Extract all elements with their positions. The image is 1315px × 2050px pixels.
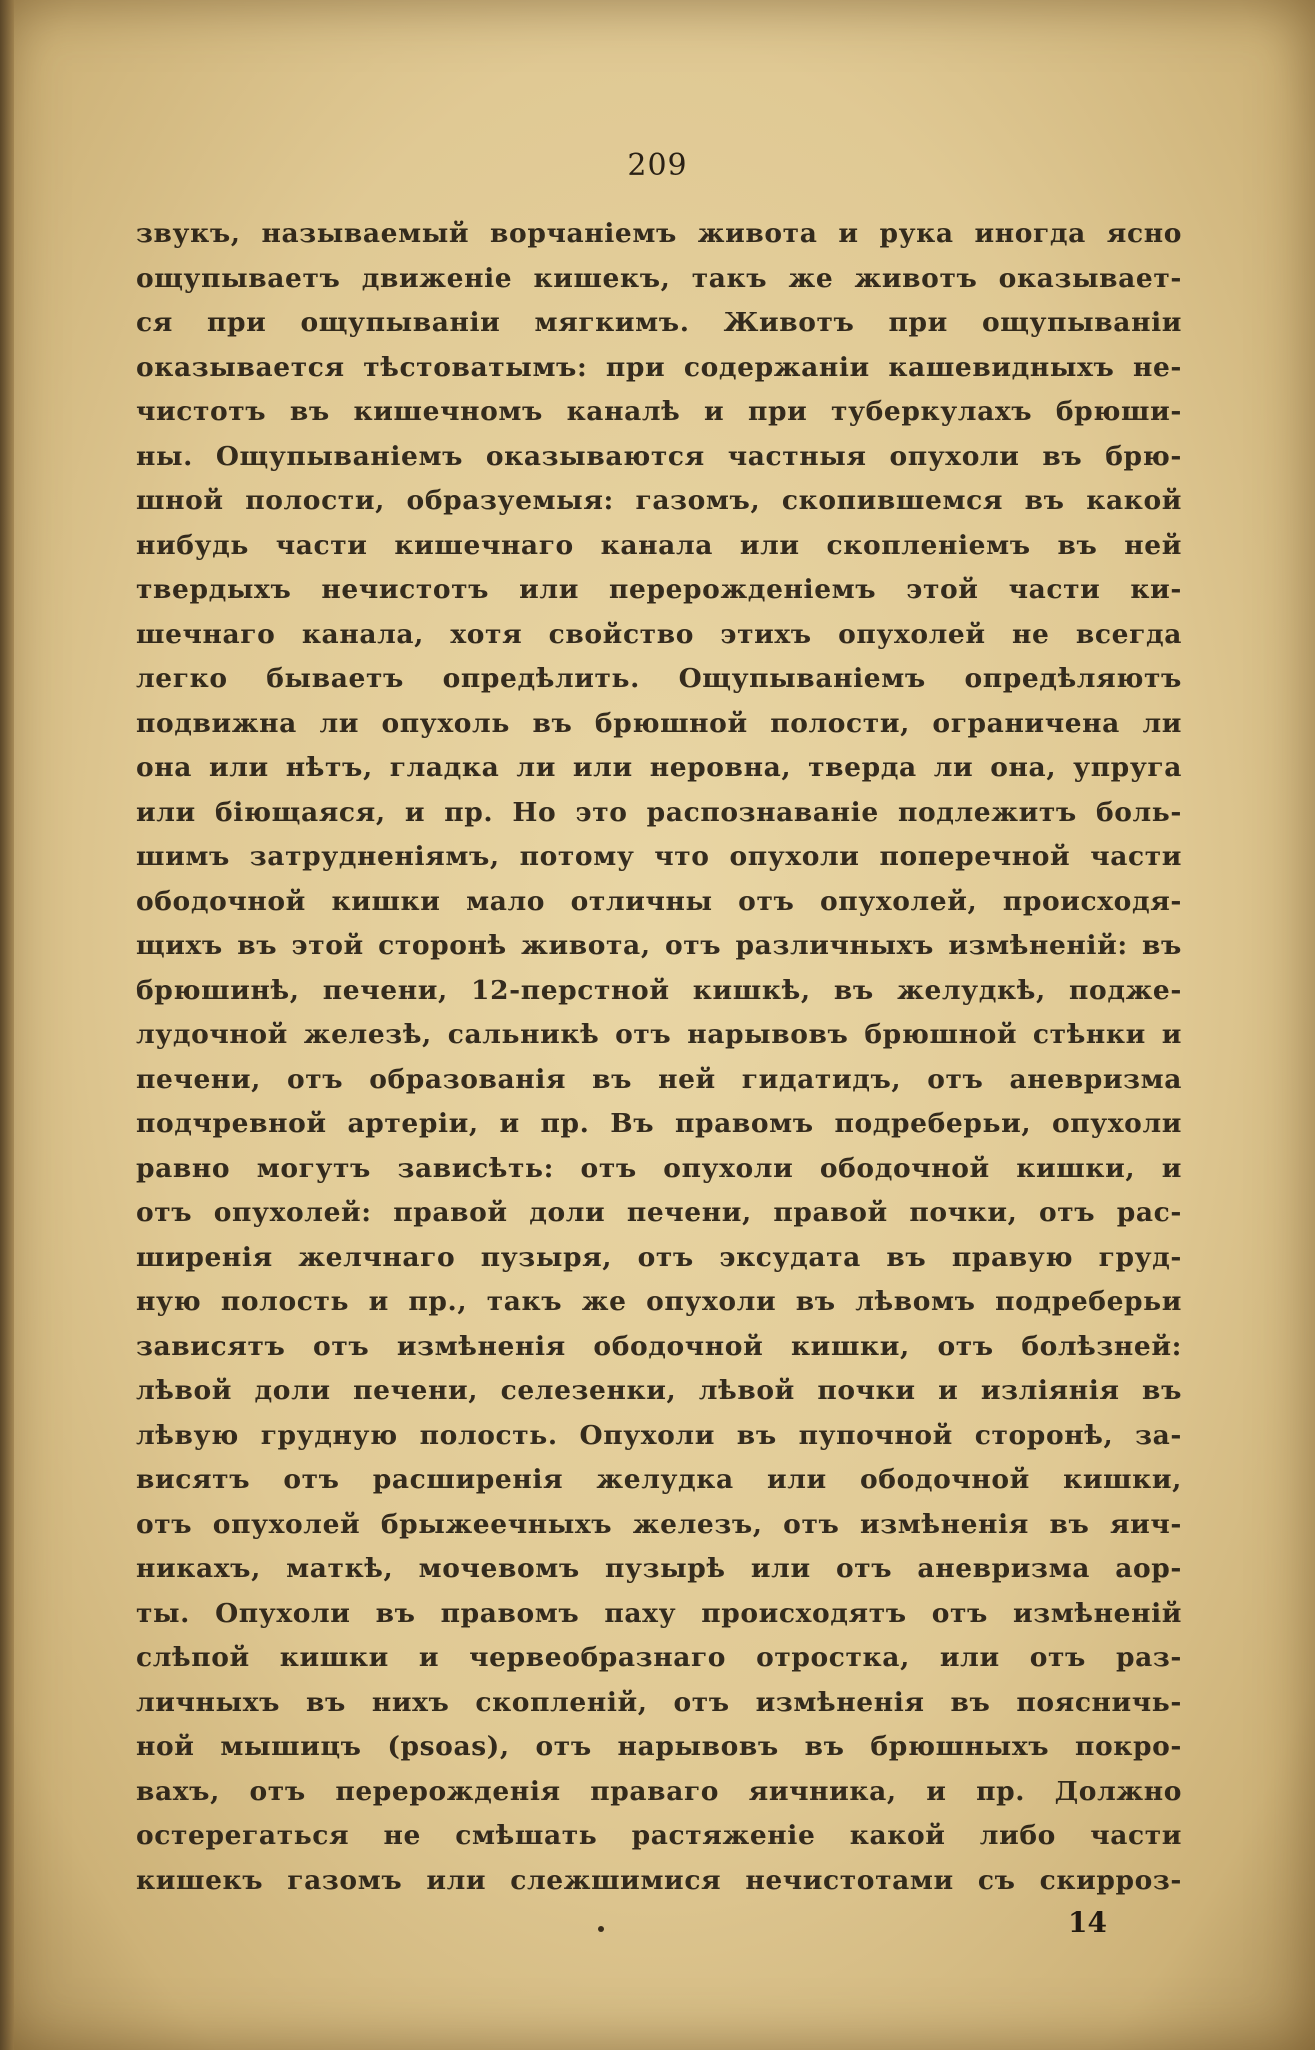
text-line: шной полости, образуемыя: газомъ, скопившемся въ какой <box>136 485 1182 516</box>
text-line: лѣвой доли печени, селезенки, лѣвой почки и изліянія въ <box>136 1375 1182 1406</box>
text-line: лѣвую грудную полость. Опухоли въ пупочной сторонѣ, за- <box>136 1419 1182 1451</box>
text-line: шимъ затрудненіямъ, потому что опухоли поперечной части <box>136 841 1182 872</box>
text-line: личныхъ въ нихъ скопленій, отъ измѣненія въ поясничь- <box>136 1686 1182 1718</box>
text-line: отъ опухолей брыжеечныхъ железъ, отъ измѣненія въ яич- <box>136 1508 1182 1540</box>
text-line: печени, отъ образованія въ ней гидатидъ, отъ аневризма <box>136 1063 1182 1095</box>
text-line: она или нѣтъ, гладка ли или неровна, тверда ли она, упруга <box>136 752 1182 783</box>
text-line: чистотъ въ кишечномъ каналѣ и при туберкулахъ брюши- <box>136 396 1182 427</box>
text-line: ощупываетъ движеніе кишекъ, такъ же животъ оказывает- <box>136 262 1182 294</box>
text-line: легко бываетъ опредѣлить. Ощупываніемъ опредѣляютъ <box>136 663 1182 694</box>
text-line: кишекъ газомъ или слежшимися нечистотами съ скирроз- <box>136 1864 1182 1896</box>
text-line: ся при ощупываніи мягкимъ. Животъ при ощупываніи <box>136 307 1182 338</box>
text-line: лудочной железѣ, сальникѣ отъ нарывовъ брюшной стѣнки и <box>136 1019 1182 1050</box>
text-line: равно могутъ зависѣть: отъ опухоли ободочной кишки, и <box>136 1152 1182 1184</box>
text-line: ширенія желчнаго пузыря, отъ эксудата въ правую груд- <box>136 1241 1182 1273</box>
page-number: 209 <box>627 148 688 183</box>
signature-mark: 14 <box>1068 1906 1107 1939</box>
text-line: или біющаяся, и пр. Но это распознаваніе подлежитъ боль- <box>136 796 1182 828</box>
text-line: никахъ, маткѣ, мочевомъ пузырѣ или отъ аневризма аор- <box>136 1553 1182 1584</box>
text-line: отъ опухолей: правой доли печени, правой почки, отъ рас- <box>136 1197 1182 1228</box>
text-line: подвижна ли опухоль въ брюшной полости, ограничена ли <box>136 707 1182 739</box>
text-line: подчревной артеріи, и пр. Въ правомъ подреберьи, опухоли <box>136 1108 1182 1139</box>
text-line: щихъ въ этой сторонѣ живота, отъ различныхъ измѣненій: въ <box>136 930 1182 961</box>
text-line: ную полость и пр., такъ же опухоли въ лѣвомъ подреберьи <box>136 1286 1182 1317</box>
text-line: вахъ, отъ перерожденія праваго яичника, и пр. Должно <box>136 1775 1182 1807</box>
text-line: шечнаго канала, хотя свойство этихъ опухолей не всегда <box>136 618 1182 650</box>
text-line: брюшинѣ, печени, 12-перстной кишкѣ, въ желудкѣ, подже- <box>136 974 1182 1006</box>
text-line: зависятъ отъ измѣненія ободочной кишки, отъ болѣзней: <box>136 1330 1182 1362</box>
text-line: ны. Ощупываніемъ оказываются частныя опухоли въ брю- <box>136 440 1182 472</box>
text-line: звукъ, называемый ворчаніемъ живота и рука иногда ясно <box>136 218 1182 249</box>
text-line: ной мышицъ (psoas), отъ нарывовъ въ брюшныхъ покро- <box>136 1731 1182 1762</box>
text-line: остерегаться не смѣшать растяженіе какой либо части <box>136 1820 1182 1851</box>
text-line: твердыхъ нечистотъ или перерожденіемъ этой части ки- <box>136 574 1182 605</box>
body-text <box>136 212 1182 1903</box>
text-line: слѣпой кишки и червеобразнаго отростка, или отъ раз- <box>136 1642 1182 1673</box>
text-line: ободочной кишки мало отличны отъ опухолей, происходя- <box>136 885 1182 917</box>
page-binding-edge <box>0 0 14 2050</box>
text-line: нибудь части кишечнаго канала или скопленіемъ въ ней <box>136 529 1182 561</box>
text-line: ты. Опухоли въ правомъ паху происходятъ отъ измѣненій <box>136 1597 1182 1629</box>
text-line: висятъ отъ расширенія желудка или ободочной кишки, <box>136 1464 1182 1495</box>
text-line: оказывается тѣстоватымъ: при содержаніи кашевидныхъ не- <box>136 351 1182 383</box>
ink-speck <box>598 1926 604 1932</box>
